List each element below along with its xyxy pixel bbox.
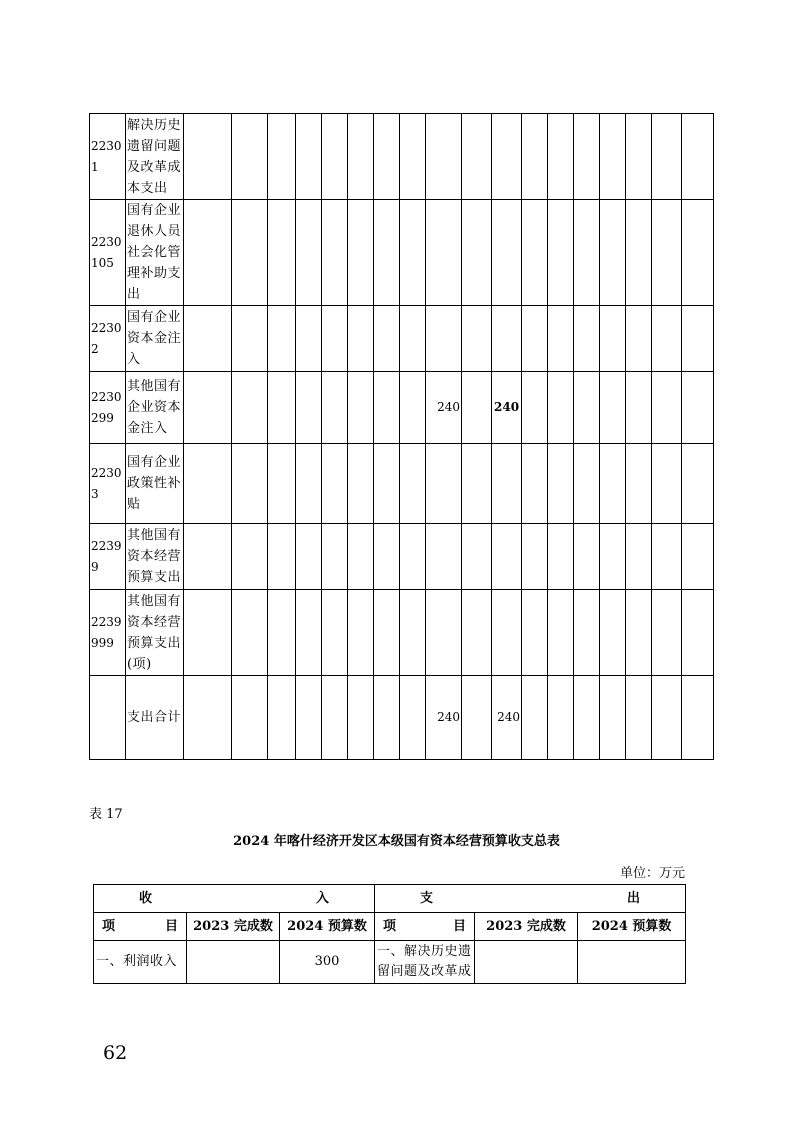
empty-cell	[232, 590, 268, 676]
row-name-cell: 国有企业资本金注入	[126, 306, 184, 372]
income-2024-header: 2024 预算数	[280, 913, 375, 941]
empty-cell	[574, 306, 600, 372]
empty-cell	[374, 524, 400, 590]
empty-cell	[296, 114, 322, 200]
header-row-2	[94, 913, 686, 941]
empty-cell	[548, 676, 574, 760]
empty-cell	[268, 524, 296, 590]
empty-cell	[400, 676, 426, 760]
empty-cell	[232, 306, 268, 372]
income-2024-cell: 300	[280, 941, 375, 984]
empty-cell	[374, 444, 400, 524]
empty-cell	[232, 444, 268, 524]
empty-cell	[652, 200, 682, 306]
empty-cell	[574, 372, 600, 444]
empty-cell	[322, 372, 348, 444]
row-code-cell	[90, 676, 126, 760]
empty-cell	[462, 524, 492, 590]
page-number: 62	[103, 1042, 128, 1064]
empty-cell	[574, 524, 600, 590]
empty-cell	[232, 372, 268, 444]
row-code-cell: 22302	[90, 306, 126, 372]
expense-header: 支 出	[375, 885, 686, 913]
table-row	[90, 590, 714, 676]
empty-cell	[600, 114, 626, 200]
empty-cell	[682, 200, 714, 306]
empty-cell	[184, 524, 232, 590]
empty-cell	[400, 444, 426, 524]
empty-cell	[522, 524, 548, 590]
row-value-cell	[426, 200, 462, 306]
empty-cell	[232, 676, 268, 760]
row-name-cell: 解决历史遗留问题及改革成本支出	[126, 114, 184, 200]
empty-cell	[522, 114, 548, 200]
empty-cell	[626, 444, 652, 524]
empty-cell	[268, 590, 296, 676]
empty-cell	[682, 524, 714, 590]
empty-cell	[462, 372, 492, 444]
row-code-cell: 2230105	[90, 200, 126, 306]
row-value-cell	[426, 114, 462, 200]
empty-cell	[296, 676, 322, 760]
table-row	[90, 524, 714, 590]
row-code-cell: 22301	[90, 114, 126, 200]
empty-cell	[652, 590, 682, 676]
empty-cell	[574, 200, 600, 306]
empty-cell	[462, 200, 492, 306]
empty-cell	[652, 372, 682, 444]
row-name-cell: 国有企业政策性补贴	[126, 444, 184, 524]
empty-cell	[374, 114, 400, 200]
empty-cell	[522, 200, 548, 306]
empty-cell	[322, 306, 348, 372]
empty-cell	[348, 372, 374, 444]
empty-cell	[296, 200, 322, 306]
empty-cell	[682, 444, 714, 524]
income-item-cell: 一、利润收入	[94, 941, 187, 984]
table-row	[90, 444, 714, 524]
empty-cell	[600, 372, 626, 444]
empty-cell	[626, 372, 652, 444]
empty-cell	[522, 372, 548, 444]
row-value-cell	[426, 444, 462, 524]
empty-cell	[600, 306, 626, 372]
row-name-cell: 国有企业退休人员社会化管理补助支出	[126, 200, 184, 306]
empty-cell	[400, 372, 426, 444]
empty-cell	[626, 200, 652, 306]
empty-cell	[574, 590, 600, 676]
empty-cell	[184, 200, 232, 306]
empty-cell	[232, 114, 268, 200]
empty-cell	[322, 444, 348, 524]
expenditure-continuation-table	[89, 113, 714, 760]
row-name-cell: 支出合计	[126, 676, 184, 760]
empty-cell	[268, 372, 296, 444]
row-code-cell: 2230299	[90, 372, 126, 444]
empty-cell	[184, 114, 232, 200]
row-name-cell: 其他国有资本经营预算支出	[126, 524, 184, 590]
row-name-cell: 其他国有资本经营预算支出(项)	[126, 590, 184, 676]
expense-2024-cell	[578, 941, 686, 984]
expense-item-cell: 一、解决历史遗留问题及改革成	[375, 941, 475, 984]
row-value-cell	[426, 590, 462, 676]
empty-cell	[548, 372, 574, 444]
empty-cell	[184, 372, 232, 444]
row-name-cell: 其他国有企业资本金注入	[126, 372, 184, 444]
empty-cell	[682, 676, 714, 760]
income-2023-cell	[187, 941, 280, 984]
row-code-cell: 22399	[90, 524, 126, 590]
empty-cell	[296, 590, 322, 676]
empty-cell	[548, 200, 574, 306]
table-row	[90, 200, 714, 306]
row-code-cell: 22303	[90, 444, 126, 524]
empty-cell	[548, 306, 574, 372]
empty-cell	[348, 590, 374, 676]
row-value-cell	[492, 590, 522, 676]
empty-cell	[682, 114, 714, 200]
row-value-cell	[492, 524, 522, 590]
empty-cell	[348, 444, 374, 524]
empty-cell	[626, 676, 652, 760]
empty-cell	[682, 590, 714, 676]
empty-cell	[184, 590, 232, 676]
empty-cell	[600, 590, 626, 676]
table-row	[90, 114, 714, 200]
row-code-cell: 2239999	[90, 590, 126, 676]
empty-cell	[462, 590, 492, 676]
empty-cell	[600, 524, 626, 590]
empty-cell	[522, 444, 548, 524]
row-value-cell: 240	[426, 676, 462, 760]
empty-cell	[462, 306, 492, 372]
empty-cell	[296, 372, 322, 444]
empty-cell	[322, 114, 348, 200]
table-row	[90, 372, 714, 444]
empty-cell	[652, 524, 682, 590]
empty-cell	[400, 306, 426, 372]
income-header: 收 入	[94, 885, 375, 913]
empty-cell	[548, 590, 574, 676]
empty-cell	[374, 590, 400, 676]
empty-cell	[574, 676, 600, 760]
empty-cell	[522, 590, 548, 676]
row-value-cell	[492, 306, 522, 372]
empty-cell	[652, 114, 682, 200]
empty-cell	[400, 590, 426, 676]
empty-cell	[374, 676, 400, 760]
income-2023-header: 2023 完成数	[187, 913, 280, 941]
row-value-cell: 240	[492, 676, 522, 760]
empty-cell	[462, 444, 492, 524]
summary-table	[93, 884, 686, 984]
empty-cell	[184, 676, 232, 760]
empty-cell	[348, 676, 374, 760]
table-title: 2024 年喀什经济开发区本级国有资本经营预算收支总表	[233, 834, 560, 849]
row-value-cell	[426, 524, 462, 590]
row-value-cell	[492, 200, 522, 306]
empty-cell	[374, 372, 400, 444]
empty-cell	[268, 114, 296, 200]
empty-cell	[626, 590, 652, 676]
table-row	[90, 306, 714, 372]
empty-cell	[600, 444, 626, 524]
empty-cell	[600, 200, 626, 306]
empty-cell	[462, 676, 492, 760]
empty-cell	[348, 524, 374, 590]
income-item-header: 项 目	[94, 913, 187, 941]
empty-cell	[626, 306, 652, 372]
empty-cell	[626, 524, 652, 590]
empty-cell	[184, 306, 232, 372]
empty-cell	[268, 200, 296, 306]
empty-cell	[322, 200, 348, 306]
empty-cell	[348, 306, 374, 372]
table-row	[90, 676, 714, 760]
row-value-cell: 240	[426, 372, 462, 444]
row-value-cell	[492, 114, 522, 200]
table-row	[94, 941, 686, 984]
expense-item-header: 项 目	[375, 913, 475, 941]
empty-cell	[374, 200, 400, 306]
empty-cell	[462, 114, 492, 200]
empty-cell	[232, 524, 268, 590]
empty-cell	[522, 306, 548, 372]
empty-cell	[548, 524, 574, 590]
expense-2024-header: 2024 预算数	[578, 913, 686, 941]
empty-cell	[600, 676, 626, 760]
empty-cell	[400, 524, 426, 590]
empty-cell	[652, 676, 682, 760]
empty-cell	[652, 306, 682, 372]
empty-cell	[400, 200, 426, 306]
table-number: 表 17	[89, 807, 123, 822]
empty-cell	[548, 444, 574, 524]
empty-cell	[626, 114, 652, 200]
empty-cell	[268, 676, 296, 760]
empty-cell	[574, 444, 600, 524]
header-row-1	[94, 885, 686, 913]
empty-cell	[348, 200, 374, 306]
empty-cell	[296, 444, 322, 524]
expense-2023-cell	[475, 941, 578, 984]
row-value-cell	[492, 444, 522, 524]
empty-cell	[522, 676, 548, 760]
empty-cell	[322, 590, 348, 676]
empty-cell	[348, 114, 374, 200]
empty-cell	[682, 372, 714, 444]
empty-cell	[682, 306, 714, 372]
unit-label: 单位：万元	[619, 866, 685, 881]
empty-cell	[548, 114, 574, 200]
empty-cell	[232, 200, 268, 306]
empty-cell	[184, 444, 232, 524]
empty-cell	[296, 524, 322, 590]
empty-cell	[322, 676, 348, 760]
expense-2023-header: 2023 完成数	[475, 913, 578, 941]
empty-cell	[268, 306, 296, 372]
empty-cell	[574, 114, 600, 200]
row-value-cell: 240	[492, 372, 522, 444]
empty-cell	[322, 524, 348, 590]
row-value-cell	[426, 306, 462, 372]
empty-cell	[296, 306, 322, 372]
empty-cell	[268, 444, 296, 524]
empty-cell	[374, 306, 400, 372]
empty-cell	[400, 114, 426, 200]
empty-cell	[652, 444, 682, 524]
